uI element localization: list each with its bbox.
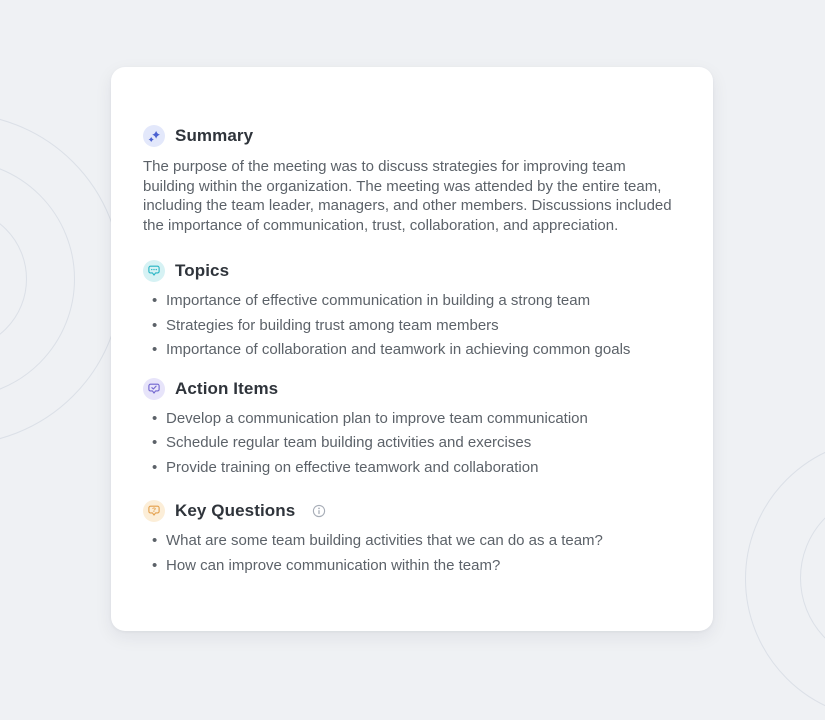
meeting-summary-card bbox=[111, 67, 713, 631]
chat-dots-icon bbox=[143, 260, 165, 282]
info-icon[interactable] bbox=[312, 504, 326, 518]
section-action-items bbox=[143, 378, 681, 478]
section-topics bbox=[143, 260, 681, 360]
topics-title: Topics bbox=[175, 261, 230, 280]
summary-header bbox=[143, 125, 681, 147]
action-items-list bbox=[143, 409, 665, 478]
summary-body-text: The purpose of the meeting was to discuss strategies for improving team building within the organization. The meeting was attended by the entire team, including the team leader, managers, and other members. Discussions included the importance of communication, trust, collaboration, and appreciation. bbox=[143, 158, 672, 234]
chat-check-icon bbox=[143, 378, 165, 400]
decorative-circle bbox=[0, 208, 27, 350]
list-item: • Provide training on effective teamwork and collaboration bbox=[143, 458, 665, 478]
list-item: • What are some team building activities that we can do as a team? bbox=[143, 531, 665, 551]
list-item: • How can improve communication within the team? bbox=[143, 556, 665, 576]
key-questions-header bbox=[143, 500, 681, 522]
topics-header bbox=[143, 260, 681, 282]
sparkles-icon bbox=[143, 125, 165, 147]
list-item: • Schedule regular team building activities and exercises bbox=[143, 433, 665, 453]
svg-text:?: ? bbox=[151, 506, 157, 514]
list-item: • Strategies for building trust among team members bbox=[143, 316, 665, 336]
list-item: • Develop a communication plan to improve team communication bbox=[143, 409, 665, 429]
key-questions-list bbox=[143, 531, 665, 575]
decorative-circle bbox=[0, 113, 122, 445]
key-questions-title: Key Questions bbox=[175, 501, 296, 520]
action-items-title: Action Items bbox=[175, 378, 279, 398]
decorative-circle bbox=[0, 160, 75, 398]
summary-title: Summary bbox=[175, 126, 254, 145]
topics-list bbox=[143, 291, 665, 360]
chat-question-icon bbox=[143, 500, 165, 522]
decorative-circle bbox=[800, 492, 825, 664]
decorative-circle bbox=[745, 438, 825, 720]
list-item: • Importance of effective communication in building a strong team bbox=[143, 291, 665, 311]
section-summary bbox=[143, 125, 681, 235]
list-item: • Importance of collaboration and teamwork in achieving common goals bbox=[143, 340, 665, 360]
action-items-header bbox=[143, 378, 681, 400]
section-key-questions bbox=[143, 500, 681, 575]
